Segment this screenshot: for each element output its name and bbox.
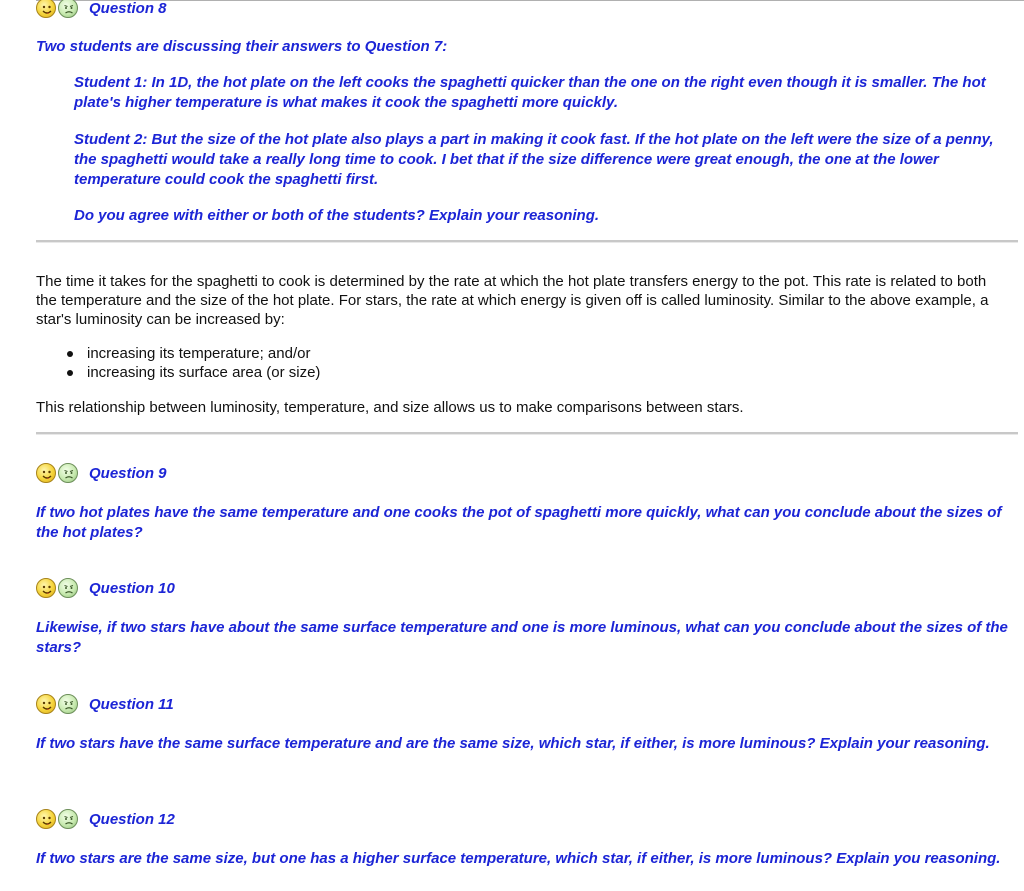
question-10-header <box>36 576 175 600</box>
student-1-statement: Student 1: In 1D, the hot plate on the left cooks the spaghetti quicker than the one on the right even though it is smaller. The hot plate's higher temperature is what makes it cook the spaghetti more quickly. <box>74 74 986 111</box>
worried-face-icon[interactable] <box>58 0 78 18</box>
question-8-label: Question 8 <box>89 0 167 17</box>
explanation-paragraph: The time it takes for the spaghetti to cook is determined by the rate at which the hot plate transfers energy to the pot. This rate is related to both the temperature and the size of the hot plate. For stars, the rate at which energy is given off is called luminosity. Similar to the above example, a star's luminosity can be increased by: <box>36 273 989 328</box>
section-divider <box>36 240 1018 243</box>
student-2-statement: Student 2: But the size of the hot plate also plays a part in making it cook fast. If the hot plate on the left were the size of a penny, the spaghetti would take a really long time to cook. I bet that if the size difference were great enough, the one at the lower temperature could cook the spaghetti first. <box>74 131 994 188</box>
explanation-closing: This relationship between luminosity, temperature, and size allows us to make comparisons between stars. <box>36 399 744 416</box>
question-8-prompt: Do you agree with either or both of the students? Explain your reasoning. <box>74 207 600 224</box>
question-10-label: Question 10 <box>89 579 175 597</box>
worried-face-icon[interactable] <box>58 809 78 829</box>
question-11-label: Question 11 <box>89 695 174 713</box>
question-12-text: If two stars are the same size, but one has a higher surface temperature, which star, if either, is more luminous? Explain you reasoning. <box>36 850 1001 867</box>
worried-face-icon[interactable] <box>58 694 78 714</box>
smiley-face-icon[interactable] <box>36 463 56 483</box>
list-item: increasing its surface area (or size) <box>87 364 321 381</box>
question-9-label: Question 9 <box>89 464 167 482</box>
question-11-text: If two stars have the same surface temperature and are the same size, which star, if either, is more luminous? Explain your reasoning. <box>36 735 990 752</box>
question-10-text: Likewise, if two stars have about the same surface temperature and one is more luminous, what can you conclude about the sizes of the stars? <box>36 619 1008 656</box>
question-9-text: If two hot plates have the same temperature and one cooks the pot of spaghetti more quickly, what can you conclude about the sizes of the hot plates? <box>36 504 1002 541</box>
list-item: increasing its temperature; and/or <box>87 344 320 363</box>
smiley-face-icon[interactable] <box>36 809 56 829</box>
top-divider <box>36 0 1024 1</box>
worried-face-icon[interactable] <box>58 578 78 598</box>
factor-list <box>36 344 320 382</box>
smiley-face-icon[interactable] <box>36 694 56 714</box>
smiley-face-icon[interactable] <box>36 0 56 18</box>
question-12-label: Question 12 <box>89 810 175 828</box>
question-11-header <box>36 692 174 716</box>
question-8-intro: Two students are discussing their answers to Question 7: <box>36 38 448 55</box>
worried-face-icon[interactable] <box>58 463 78 483</box>
question-12-header <box>36 807 175 831</box>
smiley-face-icon[interactable] <box>36 578 56 598</box>
question-9-header <box>36 461 167 485</box>
question-8-header <box>36 0 167 20</box>
section-divider <box>36 432 1018 435</box>
